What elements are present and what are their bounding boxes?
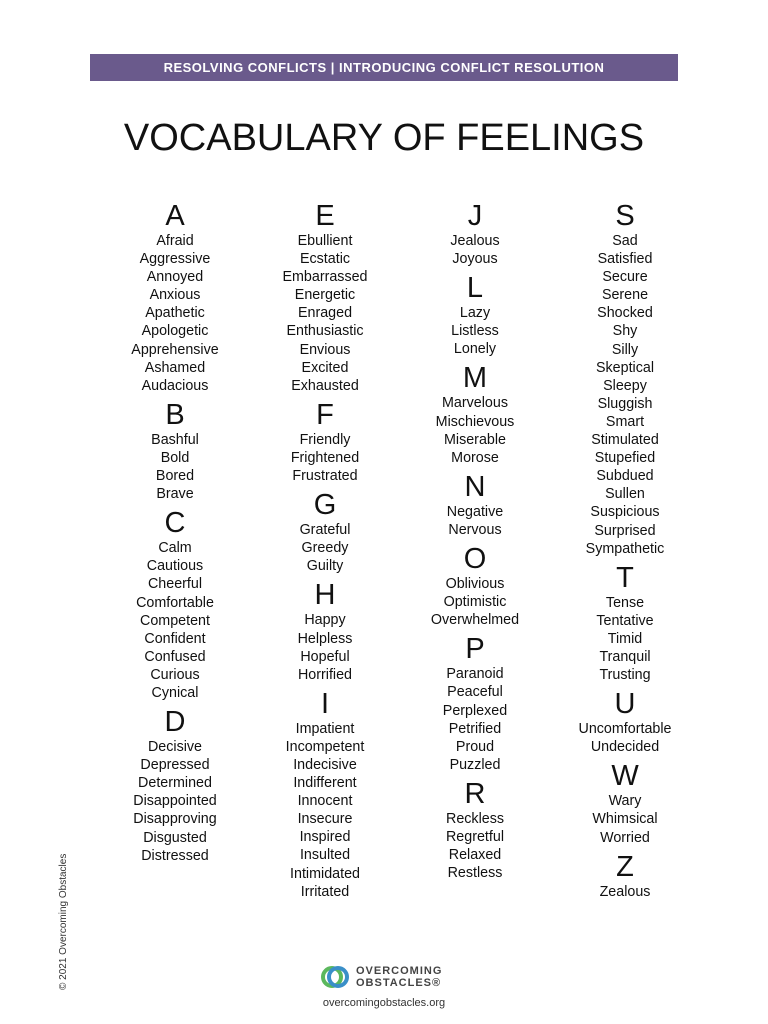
- feeling-word: Calm: [158, 540, 192, 557]
- feeling-word: Tranquil: [599, 648, 651, 665]
- feeling-word: Satisfied: [597, 251, 653, 268]
- letter-group-s: [535, 200, 715, 558]
- feeling-word: Helpless: [297, 630, 353, 647]
- feeling-word: Puzzled: [449, 756, 501, 773]
- letter-heading: H: [314, 579, 336, 612]
- feeling-word: Zealous: [599, 883, 651, 900]
- feeling-word: Optimistic: [443, 594, 507, 611]
- letter-heading: C: [164, 507, 186, 540]
- feeling-word: Sad: [612, 233, 638, 249]
- feeling-word: Smart: [605, 413, 645, 430]
- feeling-word: Bored: [155, 468, 195, 485]
- letter-heading: P: [465, 633, 485, 666]
- feeling-word: Petrified: [448, 720, 502, 737]
- letter-group-u: [535, 688, 715, 756]
- letter-heading: E: [315, 200, 335, 232]
- letter-heading: Z: [616, 850, 634, 883]
- feeling-word: Wary: [608, 793, 642, 810]
- feeling-word: Curious: [150, 666, 200, 683]
- letter-group-z: [535, 851, 715, 901]
- feeling-word: Surprised: [594, 522, 656, 539]
- feeling-word: Ashamed: [144, 359, 206, 376]
- feeling-word: Mischievous: [435, 413, 515, 430]
- feeling-word: Brave: [156, 486, 194, 503]
- letter-group-w: [535, 760, 715, 846]
- page-title: VOCABULARY OF FEELINGS: [123, 117, 645, 159]
- feeling-word: Ebullient: [297, 233, 353, 249]
- feeling-word: Depressed: [140, 757, 210, 774]
- feeling-word: Marvelous: [442, 395, 508, 412]
- feeling-word: Subdued: [596, 468, 654, 485]
- feeling-word: Nervous: [448, 521, 502, 538]
- letter-heading: B: [165, 398, 185, 431]
- letter-heading: W: [611, 760, 639, 793]
- letter-heading: D: [164, 706, 186, 739]
- feeling-word: Peaceful: [447, 684, 503, 701]
- feeling-word: Frightened: [290, 449, 360, 466]
- feeling-word: Shocked: [597, 305, 653, 322]
- feeling-word: Innocent: [297, 793, 353, 810]
- feeling-word: Hopeful: [300, 648, 350, 665]
- copyright-notice: © 2021 Overcoming Obstacles: [58, 853, 69, 990]
- feeling-word: Tense: [605, 594, 645, 611]
- feeling-word: Grateful: [299, 522, 351, 539]
- letter-group-t: [535, 562, 715, 684]
- feeling-word: Stimulated: [591, 432, 659, 449]
- letter-heading: J: [467, 200, 483, 232]
- feeling-word: Competent: [140, 612, 210, 629]
- feeling-word: Afraid: [156, 233, 194, 249]
- feeling-word: Indifferent: [293, 775, 357, 792]
- feeling-word: Insecure: [297, 811, 353, 828]
- letter-heading: A: [165, 200, 185, 232]
- feeling-word: Ecstatic: [299, 251, 351, 268]
- feeling-word: Bashful: [151, 431, 199, 448]
- letter-heading: O: [463, 543, 487, 576]
- feeling-word: Restless: [447, 865, 503, 882]
- feeling-word: Distressed: [141, 847, 209, 864]
- feeling-word: Serene: [601, 287, 649, 304]
- feeling-word: Whimsical: [592, 811, 658, 828]
- logo-line-2: OBSTACLES®: [356, 977, 442, 989]
- logo-wordmark: [356, 965, 442, 989]
- feeling-word: Regretful: [445, 828, 504, 845]
- feeling-word: Excited: [301, 359, 349, 376]
- letter-heading: U: [614, 688, 636, 721]
- feeling-word: Stupefied: [594, 450, 656, 467]
- feeling-word: Apologetic: [141, 323, 209, 340]
- letter-heading: I: [320, 687, 330, 720]
- letter-heading: R: [464, 777, 486, 810]
- feeling-word: Sluggish: [597, 395, 653, 412]
- feeling-word: Comfortable: [136, 594, 214, 611]
- feeling-word: Reckless: [446, 810, 504, 827]
- feeling-word: Timid: [607, 630, 643, 647]
- feeling-word: Enthusiastic: [286, 323, 364, 340]
- feeling-word: Perplexed: [442, 702, 508, 719]
- feeling-word: Jealous: [450, 233, 500, 249]
- feeling-word: Indecisive: [293, 756, 357, 773]
- feeling-word: Embarrassed: [282, 269, 368, 286]
- feeling-word: Uncomfortable: [578, 721, 672, 738]
- feeling-word: Bold: [160, 449, 190, 466]
- feeling-word: Apprehensive: [131, 341, 219, 358]
- feeling-word: Proud: [455, 738, 495, 755]
- feeling-word: Annoyed: [146, 269, 204, 286]
- feeling-word: Enraged: [297, 305, 353, 322]
- feeling-word: Skeptical: [595, 359, 654, 376]
- feeling-word: Horrified: [297, 666, 353, 683]
- letter-heading: N: [464, 470, 486, 503]
- feeling-word: Cheerful: [147, 576, 203, 593]
- feeling-word: Listless: [451, 323, 499, 340]
- feeling-word: Disappointed: [133, 793, 217, 810]
- feeling-word: Decisive: [147, 739, 203, 756]
- feeling-word: Relaxed: [448, 847, 502, 864]
- letter-heading: F: [316, 398, 334, 431]
- feeling-word: Friendly: [299, 431, 351, 448]
- feeling-word: Incompetent: [285, 738, 365, 755]
- feeling-word: Morose: [451, 449, 499, 466]
- logo-icon: [320, 962, 350, 992]
- feeling-word: Inspired: [299, 829, 351, 846]
- feeling-word: Apathetic: [145, 305, 205, 322]
- feeling-word: Determined: [138, 775, 212, 792]
- feeling-word: Sympathetic: [585, 540, 665, 557]
- feeling-word: Aggressive: [139, 251, 211, 268]
- feeling-word: Undecided: [590, 739, 660, 756]
- feeling-word: Frustrated: [292, 468, 358, 485]
- logo-line-1: OVERCOMING: [356, 965, 443, 977]
- feeling-word: Tentative: [596, 612, 654, 629]
- feeling-word: Greedy: [301, 540, 349, 557]
- feeling-word: Disapproving: [133, 811, 217, 828]
- feeling-word: Secure: [602, 269, 648, 286]
- feeling-word: Negative: [446, 503, 504, 520]
- feeling-word: Disgusted: [143, 829, 207, 846]
- logo: [320, 962, 442, 992]
- feeling-word: Paranoid: [446, 666, 504, 683]
- feeling-word: Lazy: [459, 305, 491, 322]
- feeling-word: Impatient: [295, 720, 355, 737]
- feeling-word: Anxious: [149, 287, 201, 304]
- feeling-word: Insulted: [299, 847, 351, 864]
- feeling-word: Sleepy: [603, 377, 647, 394]
- feeling-word: Intimidated: [290, 865, 360, 882]
- feeling-word: Joyous: [452, 251, 498, 268]
- feeling-word: Suspicious: [590, 504, 660, 521]
- letter-heading: M: [462, 362, 488, 395]
- feeling-word: Exhausted: [291, 377, 359, 394]
- letter-heading: L: [466, 272, 484, 305]
- feeling-word: Guilty: [306, 558, 344, 575]
- feeling-word: Oblivious: [445, 576, 505, 593]
- feeling-word: Cautious: [146, 558, 204, 575]
- feeling-word: Miserable: [444, 431, 506, 448]
- feeling-word: Sullen: [605, 486, 645, 503]
- feeling-word: Envious: [299, 341, 351, 358]
- section-banner: RESOLVING CONFLICTS | INTRODUCING CONFLICT RESOLUTION: [90, 54, 678, 81]
- feeling-word: Overwhelmed: [430, 612, 520, 629]
- feeling-word: Shy: [612, 323, 638, 340]
- feeling-word: Happy: [304, 612, 346, 629]
- feeling-word: Cynical: [151, 684, 199, 701]
- letter-heading: T: [616, 561, 634, 594]
- feeling-word: Silly: [611, 341, 639, 358]
- website-link[interactable]: overcomingobstacles.org: [322, 997, 446, 1009]
- feeling-word: Confused: [144, 648, 206, 665]
- feeling-word: Irritated: [300, 883, 350, 900]
- letter-heading: S: [615, 200, 635, 232]
- letter-heading: G: [313, 489, 337, 522]
- feeling-word: Confident: [144, 630, 206, 647]
- feeling-word: Worried: [600, 829, 650, 846]
- feeling-word: Audacious: [141, 377, 209, 394]
- feeling-word: Trusting: [599, 667, 651, 684]
- word-column-4: [535, 198, 715, 905]
- feeling-word: Energetic: [294, 287, 356, 304]
- feeling-word: Lonely: [453, 341, 497, 358]
